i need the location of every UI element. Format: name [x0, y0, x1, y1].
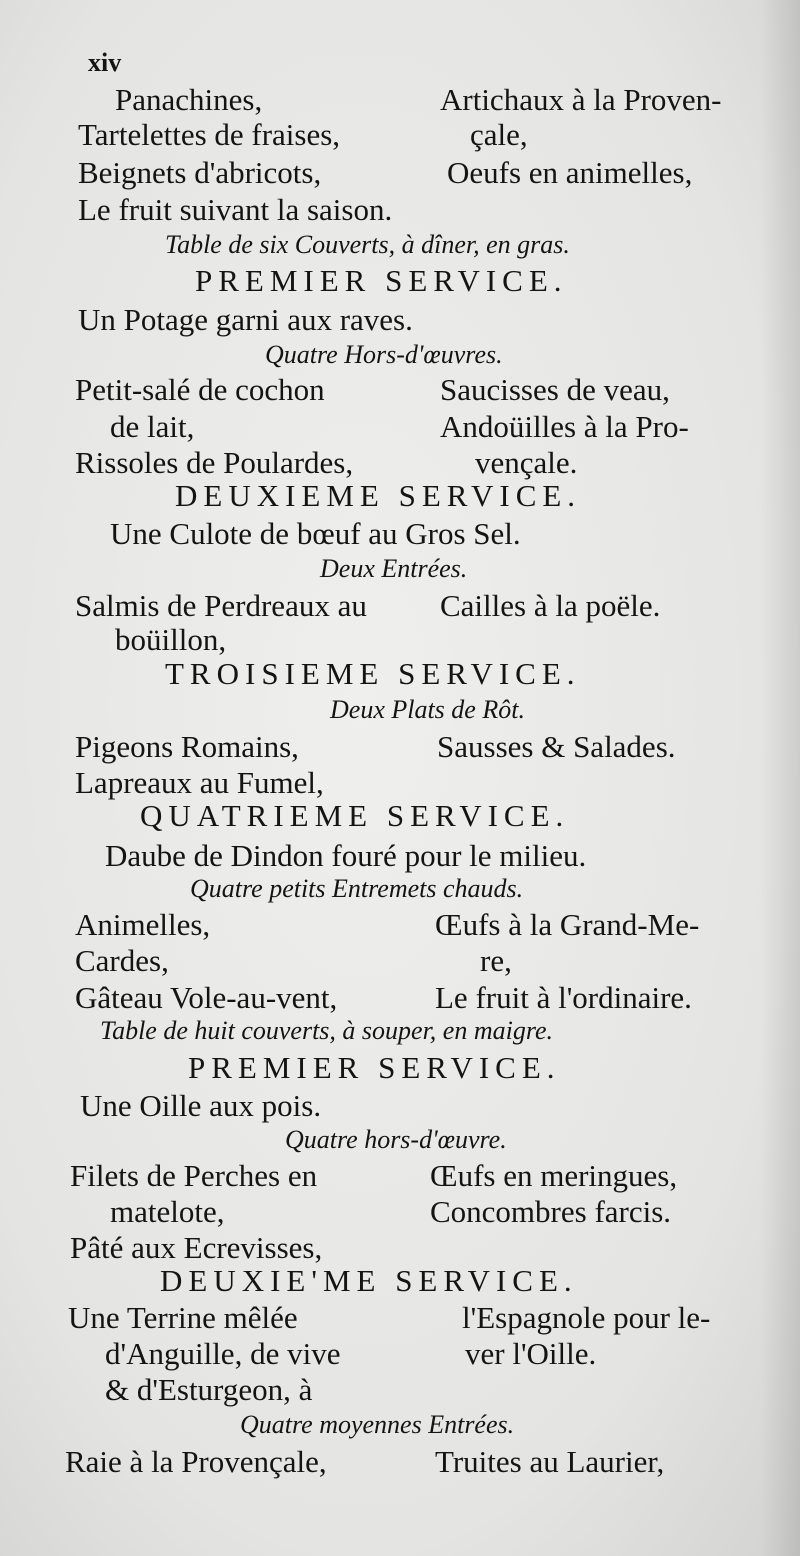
menu-line: Une Culote de bœuf au Gros Sel. — [110, 516, 521, 551]
service-heading: DEUXIEME SERVICE. — [175, 478, 582, 513]
menu-line: Artichaux à la Proven- — [440, 82, 722, 117]
menu-line: Tartelettes de fraises, — [78, 117, 341, 152]
menu-line: Andoüilles à la Pro- — [440, 409, 689, 444]
menu-line: Petit-salé de cochon — [75, 372, 325, 407]
service-heading: TROISIEME SERVICE. — [165, 656, 581, 691]
menu-line: boüillon, — [115, 622, 227, 657]
service-heading: PREMIER SERVICE. — [188, 1050, 561, 1085]
menu-line: Animelles, — [75, 907, 211, 942]
menu-line: vençale. — [475, 445, 578, 480]
menu-line: Rissoles de Poulardes, — [75, 445, 354, 480]
course-subheading: Table de huit couverts, à souper, en maigre. — [100, 1016, 554, 1045]
page-edge-shadow — [760, 0, 800, 1556]
menu-line: Oeufs en animelles, — [447, 155, 693, 190]
menu-line: matelote, — [110, 1194, 225, 1229]
menu-line: Une Terrine mêlée — [68, 1300, 298, 1335]
page-number: xiv — [88, 48, 122, 77]
menu-line: de lait, — [110, 409, 195, 444]
menu-line: Filets de Perches en — [70, 1158, 318, 1193]
menu-line: Truites au Laurier, — [435, 1444, 665, 1479]
menu-line: Œufs en meringues, — [430, 1158, 678, 1193]
menu-line: Raie à la Provençale, — [65, 1444, 327, 1479]
menu-line: Salmis de Perdreaux au — [75, 588, 367, 623]
menu-line: & d'Esturgeon, à — [105, 1372, 313, 1407]
menu-line: Saucisses de veau, — [440, 372, 670, 407]
menu-line: Un Potage garni aux raves. — [78, 302, 413, 337]
menu-line: Beignets d'abricots, — [78, 155, 322, 190]
course-subheading: Quatre moyennes Entrées. — [240, 1410, 515, 1439]
menu-line: Panachines, — [115, 82, 263, 117]
course-subheading: Quatre Hors-d'œuvres. — [265, 340, 503, 369]
menu-line: Pâté aux Ecrevisses, — [70, 1230, 323, 1265]
menu-line: Cailles à la poële. — [440, 588, 661, 623]
course-subheading: Deux Entrées. — [320, 554, 468, 583]
menu-line: Le fruit à l'ordinaire. — [435, 980, 692, 1015]
menu-line: ver l'Oille. — [465, 1336, 597, 1371]
menu-line: Une Oille aux pois. — [80, 1088, 322, 1123]
course-subheading: Quatre hors-d'œuvre. — [285, 1125, 507, 1154]
menu-line: re, — [480, 943, 512, 978]
menu-line: Pigeons Romains, — [75, 729, 299, 764]
menu-line: l'Espagnole pour le- — [462, 1300, 711, 1335]
menu-line: Cardes, — [75, 943, 169, 978]
course-subheading: Quatre petits Entremets chauds. — [190, 874, 524, 903]
service-heading: QUATRIEME SERVICE. — [140, 798, 570, 833]
menu-line: Daube de Dindon fouré pour le milieu. — [105, 838, 587, 873]
menu-line: Lapreaux au Fumel, — [75, 765, 324, 800]
menu-line: Le fruit suivant la saison. — [78, 192, 393, 227]
course-subheading: Table de six Couverts, à dîner, en gras. — [165, 230, 570, 259]
service-heading: DEUXIE'ME SERVICE. — [160, 1263, 578, 1298]
service-heading: PREMIER SERVICE. — [195, 263, 568, 298]
menu-line: d'Anguille, de vive — [105, 1336, 341, 1371]
menu-line: Œufs à la Grand-Me- — [435, 907, 700, 942]
menu-line: Gâteau Vole-au-vent, — [75, 980, 338, 1015]
menu-line: çale, — [470, 117, 528, 152]
menu-line: Sausses & Salades. — [437, 729, 676, 764]
course-subheading: Deux Plats de Rôt. — [330, 695, 525, 724]
menu-line: Concombres farcis. — [430, 1194, 672, 1229]
